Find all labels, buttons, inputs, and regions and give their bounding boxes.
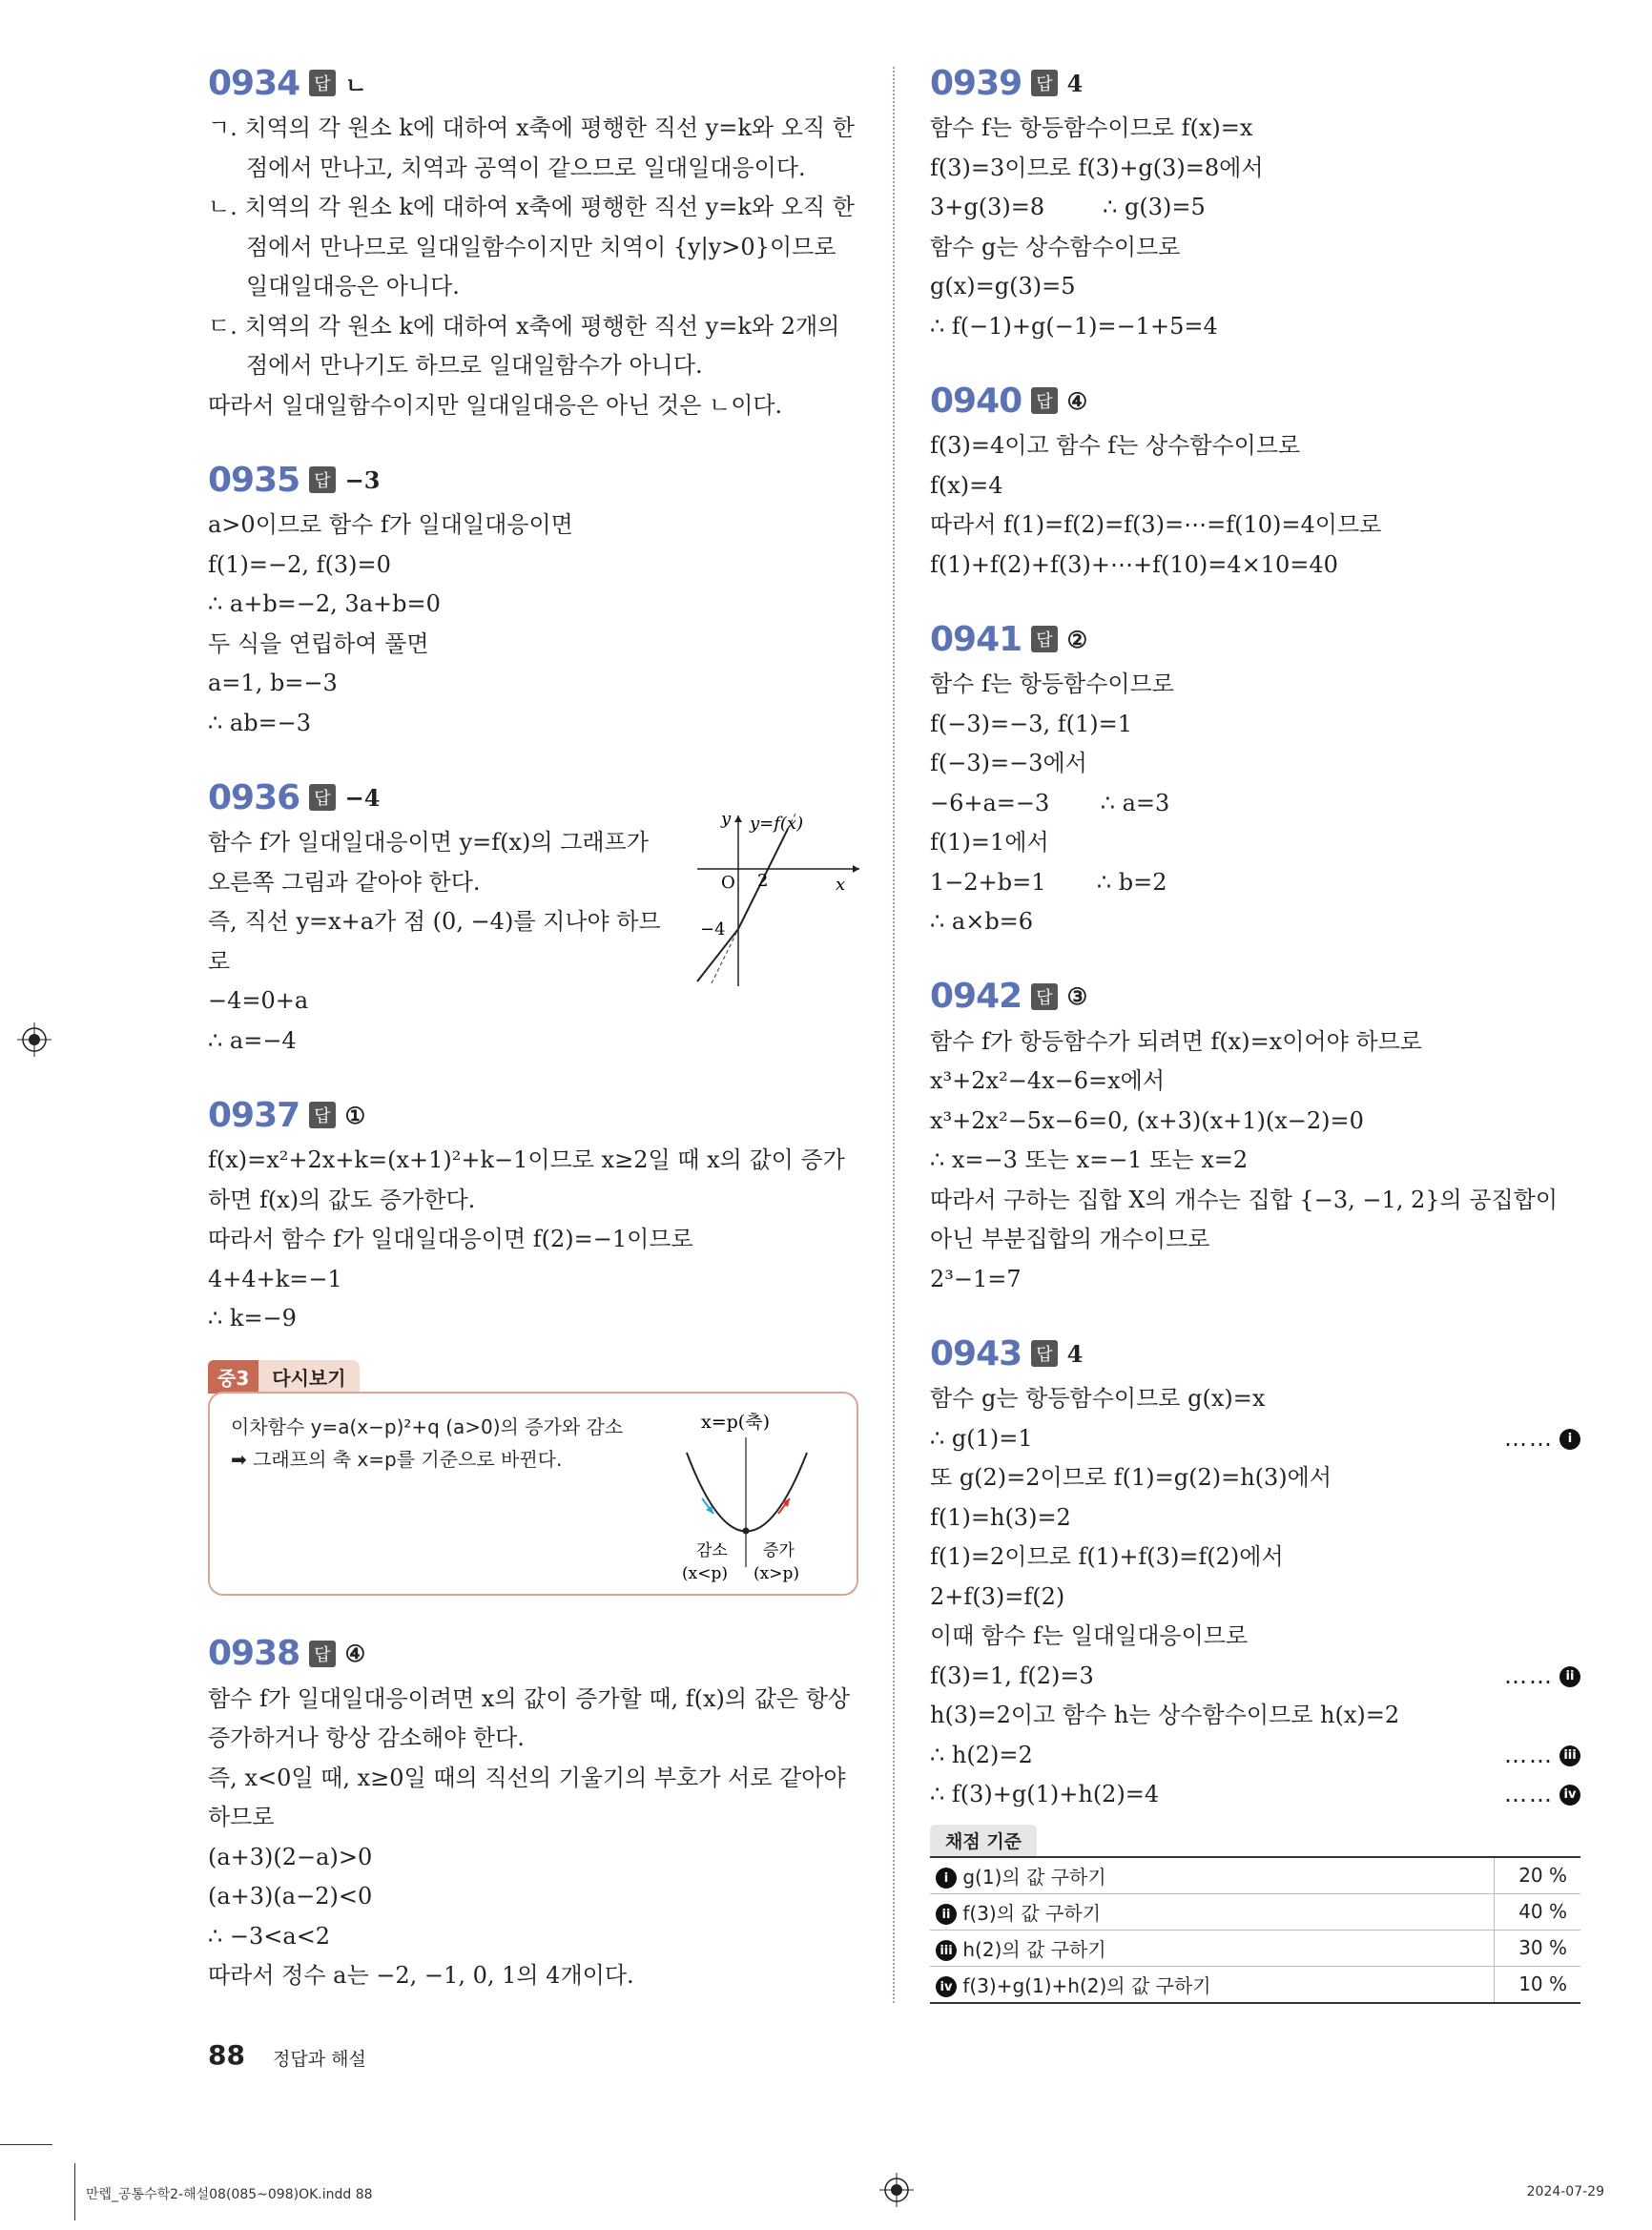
leader-dots: …… <box>1504 1662 1554 1689</box>
crop-mark <box>0 2144 52 2145</box>
solution-line: f(1)+f(2)+f(3)+⋯+f(10)=4×10=40 <box>930 550 1338 578</box>
grade-badge: 중3 <box>208 1360 258 1394</box>
registration-mark-icon <box>17 1022 52 1057</box>
solution-line: 오른쪽 그림과 같아야 한다. <box>208 868 481 896</box>
solution-line <box>930 1736 1580 1776</box>
solution-line: g(x)=g(3)=5 <box>930 273 1076 299</box>
origin-label: O <box>721 873 735 893</box>
percent-cell: 10 % <box>1495 1966 1581 2003</box>
solution-line: 함수 g는 항등함수이므로 g(x)=x <box>930 1385 1266 1412</box>
solution-text: ∴ g(1)=1 <box>930 1424 1033 1452</box>
step-mark-icon: iv <box>1559 1785 1580 1806</box>
table-row <box>930 1930 1580 1966</box>
percent-cell: 20 % <box>1495 1857 1581 1894</box>
problem-0941 <box>930 613 1580 942</box>
problem-0936 <box>208 772 858 1061</box>
answer-tag: 답 <box>309 1102 335 1128</box>
solution-line: x³+2x²−4x−6=x에서 <box>930 1067 1165 1094</box>
solution-line: ∴ a+b=−2, 3a+b=0 <box>208 590 441 617</box>
solution-line: 로 <box>208 947 231 975</box>
problem-0938 <box>208 1628 858 1996</box>
answer: ① <box>344 1101 366 1129</box>
criterion-cell <box>930 1930 1495 1966</box>
page-number: 88 <box>208 2039 245 2071</box>
solution-line: −4=0+a <box>208 987 309 1014</box>
answer-tag: 답 <box>309 466 335 493</box>
table-row <box>930 1893 1580 1930</box>
solution-line: 따라서 f(1)=f(2)=f(3)=⋯=f(10)=4이므로 <box>930 511 1382 538</box>
percent-cell: 40 % <box>1495 1893 1581 1930</box>
solution-line: 따라서 구하는 집합 X의 개수는 집합 {−3, −1, 2}의 공집합이 아닌 부분집합의 개수이므로 <box>930 1186 1559 1252</box>
review-line: ➡ 그래프의 축 x=p를 기준으로 바뀐다. <box>231 1447 563 1471</box>
answer: −3 <box>344 465 381 494</box>
review-content <box>208 1392 858 1596</box>
solution-line: ∴ k=−9 <box>208 1305 297 1332</box>
solution-line: 즉, 직선 y=x+a가 점 (0, −4)를 지나야 하므 <box>208 908 661 935</box>
solution-line: 2³−1=7 <box>930 1265 1022 1292</box>
answer: 4 <box>1066 1339 1084 1368</box>
scoring-title: 채점 기준 <box>930 1825 1037 1856</box>
solution-line <box>930 1657 1580 1697</box>
answer-tag: 답 <box>309 70 335 96</box>
solution-text: ∴ f(3)+g(1)+h(2)=4 <box>930 1781 1160 1807</box>
answer-tag: 답 <box>1031 983 1057 1010</box>
solution-line: f(x)=x²+2x+k=(x+1)²+k−1이므로 x≥2일 때 x의 값이 증가하면 f(x)의 값도 증가한다. <box>208 1146 845 1213</box>
parabola-curve <box>687 1453 807 1532</box>
right-column <box>930 57 1580 2004</box>
answer-tag: 답 <box>1031 1340 1057 1367</box>
solution-line: 따라서 일대일함수이지만 일대일대응은 아닌 것은 ㄴ이다. <box>208 391 783 419</box>
step-mark-icon: iii <box>936 1940 957 1961</box>
solution-line: f(3)=3이므로 f(3)+g(3)=8에서 <box>930 154 1264 181</box>
answer: ④ <box>344 1640 366 1667</box>
review-box <box>208 1360 858 1596</box>
parabola-diagram <box>668 1405 849 1586</box>
problem-number: 0939 <box>930 63 1022 103</box>
solution-line: ㄷ. 치역의 각 원소 k에 대하여 x축에 평행한 직선 y=k와 2개의 점에서 만나기도 하므로 일대일함수가 아니다. <box>208 312 840 379</box>
solution-line: 2+f(3)=f(2) <box>930 1582 1065 1610</box>
solution-line: 함수 f는 항등함수이므로 <box>930 671 1174 697</box>
step-mark-icon: i <box>936 1868 957 1889</box>
solution-line: 함수 g는 상수함수이므로 <box>930 233 1181 260</box>
criterion-cell <box>930 1966 1495 2003</box>
solution-line: a=1, b=−3 <box>208 670 338 696</box>
date-slug: 2024-07-29 <box>1526 2184 1604 2199</box>
answer: ③ <box>1066 982 1088 1010</box>
decrease-label: 감소 <box>696 1540 728 1560</box>
table-row <box>930 1857 1580 1894</box>
step-mark-icon: ii <box>1559 1666 1580 1687</box>
registration-mark-icon <box>879 2173 914 2207</box>
criterion-text: g(1)의 값 구하기 <box>962 1865 1106 1889</box>
scoring-table <box>930 1856 1580 2004</box>
y-tick-label: −4 <box>700 919 726 939</box>
step-marker <box>1504 1657 1580 1697</box>
solution-line: f(−3)=−3, f(1)=1 <box>930 710 1132 737</box>
function-label: y=f(x) <box>750 814 804 834</box>
problem-0935 <box>208 454 858 743</box>
solution-text: ∴ h(2)=2 <box>930 1741 1033 1768</box>
solution-line: f(3)=4이고 함수 f는 상수함수이므로 <box>930 432 1301 459</box>
solution-line: f(x)=4 <box>930 471 1003 499</box>
left-column <box>208 57 858 1996</box>
crop-mark <box>74 2163 75 2220</box>
step-mark-icon: ii <box>936 1904 957 1925</box>
solution-line: 함수 f는 항등함수이므로 f(x)=x <box>930 114 1253 141</box>
problem-0937 <box>208 1089 858 1339</box>
problem-number: 0938 <box>208 1634 300 1673</box>
solution-line: ∴ a=−4 <box>208 1026 297 1054</box>
problem-0940 <box>930 375 1580 585</box>
step-mark-icon: i <box>1559 1429 1580 1450</box>
criterion-text: f(3)+g(1)+h(2)의 값 구하기 <box>962 1973 1211 1997</box>
solution-line: h(3)=2이고 함수 h는 상수함수이므로 h(x)=2 <box>930 1702 1400 1728</box>
solution-line: 또 g(2)=2이므로 f(1)=g(2)=h(3)에서 <box>930 1464 1332 1491</box>
solution-line: f(1)=2이므로 f(1)+f(3)=f(2)에서 <box>930 1543 1284 1570</box>
increase-label: 증가 <box>763 1540 795 1560</box>
review-title: 다시보기 <box>258 1360 359 1394</box>
problem-0939 <box>930 57 1580 346</box>
axis-of-symmetry-label: x=p(축) <box>701 1411 770 1433</box>
table-row <box>930 1966 1580 2003</box>
answer: −4 <box>344 783 381 812</box>
vertex-point <box>743 1527 750 1534</box>
solution-line: 즉, x<0일 때, x≥0일 때의 직선의 기울기의 부호가 서로 같아야 하므로 <box>208 1764 846 1830</box>
increase-condition: (x>p) <box>754 1563 799 1583</box>
y-axis-label: y <box>721 810 732 829</box>
problem-number: 0934 <box>208 63 300 103</box>
y-axis-arrow <box>734 816 742 822</box>
leader-dots: …… <box>1504 1741 1554 1768</box>
problem-number: 0943 <box>930 1333 1022 1373</box>
solution-line: f(1)=h(3)=2 <box>930 1503 1071 1531</box>
x-axis-label: x <box>836 875 846 895</box>
solution-line: x³+2x²−5x−6=0, (x+3)(x+1)(x−2)=0 <box>930 1106 1364 1134</box>
problem-0943 <box>930 1328 1580 2004</box>
decrease-condition: (x<p) <box>682 1563 728 1583</box>
solution-line: ∴ a×b=6 <box>930 908 1034 935</box>
problem-number: 0937 <box>208 1095 300 1135</box>
criterion-cell <box>930 1857 1495 1894</box>
problem-number: 0942 <box>930 977 1022 1016</box>
answer: ② <box>1066 625 1088 653</box>
solution-line: 따라서 정수 a는 −2, −1, 0, 1의 4개이다. <box>208 1962 634 1989</box>
review-tab <box>208 1360 360 1394</box>
percent-cell: 30 % <box>1495 1930 1581 1966</box>
x-axis-arrow <box>853 865 859 873</box>
solution-line: 이때 함수 f는 일대일대응이므로 <box>930 1622 1249 1649</box>
answer: ④ <box>1066 386 1088 415</box>
solution-line: ∴ x=−3 또는 x=−1 또는 x=2 <box>930 1146 1249 1173</box>
solution-line: 4+4+k=−1 <box>208 1265 342 1292</box>
review-text <box>231 1411 641 1476</box>
step-marker <box>1504 1736 1580 1776</box>
solution-line: ∴ −3<a<2 <box>208 1922 331 1950</box>
solution-line: −6+a=−3 ∴ a=3 <box>930 789 1170 816</box>
problem-number: 0940 <box>930 381 1022 421</box>
answer: 4 <box>1066 69 1084 97</box>
solution-line: a>0이므로 함수 f가 일대일대응이면 <box>208 511 573 538</box>
file-slug: 만렙_공통수학2-해설08(085~098)OK.indd 88 <box>86 2187 373 2202</box>
solution-line: f(−3)=−3에서 <box>930 750 1087 776</box>
solution-line: (a+3)(a−2)<0 <box>208 1883 373 1910</box>
solution-line: 두 식을 연립하여 풀면 <box>208 630 429 657</box>
step-mark-icon: iii <box>1559 1745 1580 1766</box>
step-marker <box>1504 1775 1580 1815</box>
leader-dots: …… <box>1504 1424 1554 1452</box>
answer: ㄴ <box>344 71 367 99</box>
solution-line: f(1)=−2, f(3)=0 <box>208 550 391 578</box>
x-tick-label: 2 <box>757 871 769 891</box>
function-graph <box>692 810 864 991</box>
answer-tag: 답 <box>1031 626 1057 652</box>
answer-tag: 답 <box>309 1641 335 1667</box>
criterion-text: f(3)의 값 구하기 <box>962 1901 1102 1925</box>
solution-line: ㄴ. 치역의 각 원소 k에 대하여 x축에 평행한 직선 y=k와 오직 한 점에서 만나므로 일대일함수이지만 치역이 {y|y>0}이므로 일대일대응은 아니다. <box>208 194 855 299</box>
solution-line: 함수 f가 일대일대응이면 y=f(x)의 그래프가 <box>208 829 649 856</box>
solution-line <box>930 1775 1580 1815</box>
solution-line: 3+g(3)=8 ∴ g(3)=5 <box>930 194 1206 220</box>
solution-line: f(1)=1에서 <box>930 829 1049 856</box>
solution-line: ㄱ. 치역의 각 원소 k에 대하여 x축에 평행한 직선 y=k와 오직 한 점에서 만나고, 치역과 공역이 같으므로 일대일대응이다. <box>208 114 855 181</box>
solution-line: ∴ ab=−3 <box>208 709 312 736</box>
solution-text: f(3)=1, f(2)=3 <box>930 1662 1094 1689</box>
solution-line: 함수 f가 일대일대응이려면 x의 값이 증가할 때, f(x)의 값은 항상 증가하거나 항상 감소해야 한다. <box>208 1684 851 1751</box>
solution-line: (a+3)(2−a)>0 <box>208 1843 373 1870</box>
column-divider <box>893 67 895 2003</box>
solution-line: 따라서 함수 f가 일대일대응이면 f(2)=−1이므로 <box>208 1226 693 1252</box>
criterion-cell <box>930 1893 1495 1930</box>
answer-tag: 답 <box>309 784 335 811</box>
answer-tag: 답 <box>1031 387 1057 414</box>
step-marker <box>1504 1419 1580 1459</box>
solution-line: 함수 f가 항등함수가 되려면 f(x)=x이어야 하므로 <box>930 1027 1422 1055</box>
answer-tag: 답 <box>1031 70 1057 96</box>
problem-number: 0941 <box>930 619 1022 659</box>
solution-line: 1−2+b=1 ∴ b=2 <box>930 868 1167 896</box>
leader-dots: …… <box>1504 1781 1554 1807</box>
problem-0934 <box>208 57 858 425</box>
problem-0942 <box>930 971 1580 1300</box>
page-section-label: 정답과 해설 <box>273 2049 366 2070</box>
solution-line <box>930 1419 1580 1459</box>
step-mark-icon: iv <box>936 1976 957 1997</box>
problem-number: 0935 <box>208 460 300 500</box>
review-line: 이차함수 y=a(x−p)²+q (a>0)의 증가와 감소 <box>231 1414 624 1438</box>
criterion-text: h(2)의 값 구하기 <box>962 1937 1106 1961</box>
problem-number: 0936 <box>208 777 300 817</box>
solution-line: ∴ f(−1)+g(−1)=−1+5=4 <box>930 312 1218 340</box>
